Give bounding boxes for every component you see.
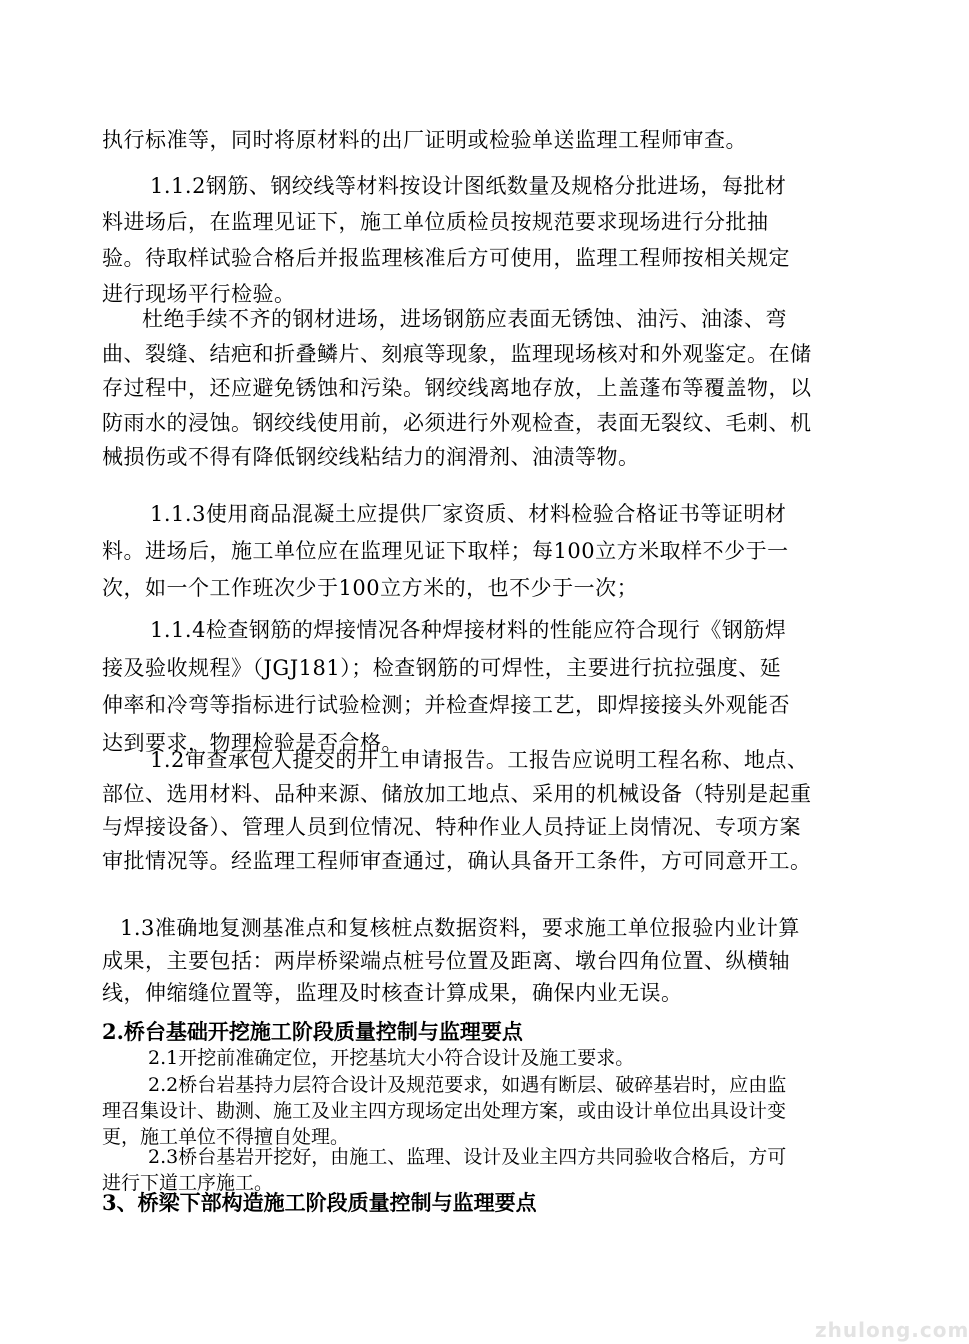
- watermark: zhulong.com: [815, 1318, 969, 1342]
- paragraph-steel-inspection: 杜绝手续不齐的钢材进场，进场钢筋应表面无锈蚀、油污、油漆、弯曲、裂缝、结疤和折叠鳞片、刻痕等现象，监理现场核对和外观鉴定。在储存过程中，还应避免锈蚀和污染。钢绞线离地存放，上盖蓬布等覆盖物，以防雨水的浸蚀。钢绞线使用前，必须进行外观检查，表面无裂纹、毛刺、机械损伤或不得有降低钢绞线粘结力的润滑剂、油渍等物。: [102, 307, 812, 469]
- paragraph-1: 执行标准等，同时将原材料的出厂证明或检验单送监理工程师审查。: [102, 128, 747, 152]
- paragraph-1-1-4: 1.1.4检查钢筋的焊接情况各种焊接材料的性能应符合现行《钢筋焊接及验收规程》（JGJ181）；检查钢筋的可焊性，主要进行抗拉强度、延伸率和冷弯等指标进行试验检测；并检查焊接工艺，即焊接接头外观能否达到要求，物理检验是否合格。: [102, 618, 790, 755]
- paragraph-1-1-3: 1.1.3使用商品混凝土应提供厂家资质、材料检验合格证书等证明材料。进场后，施工单位应在监理见证下取样；每100立方米取样不少于一次，如一个工作班次少于100立方米的，也不少于一次；: [102, 502, 789, 600]
- section-2-heading: 2.桥台基础开挖施工阶段质量控制与监理要点: [102, 1019, 523, 1044]
- section-2-item: 2.2桥台岩基持力层符合设计及规范要求，如遇有断层、破碎基岩时，应由监理召集设计、勘测、施工及业主四方现场定出处理方案，或由设计单位出具设计变更，施工单位不得擅自处理。: [102, 1074, 787, 1148]
- section-2-item: 2.1开挖前准确定位，开挖基坑大小符合设计及施工要求。: [148, 1047, 635, 1069]
- paragraph-1-2: 1.2审查承包人提交的开工申请报告。工报告应说明工程名称、地点、部位、选用材料、品种来源、储放加工地点、采用的机械设备（特别是起重与焊接设备）、管理人员到位情况、特种作业人员持证上岗情况、专项方案审批情况等。经监理工程师审查通过，确认具备开工条件，方可同意开工。: [102, 748, 812, 873]
- section-3-heading: 3、桥梁下部构造施工阶段质量控制与监理要点: [102, 1190, 537, 1215]
- paragraph-1-3: 1.3准确地复测基准点和复核桩点数据资料，要求施工单位报验内业计算成果，主要包括：两岸桥梁端点桩号位置及距离、墩台四角位置、纵横轴线，伸缩缝位置等，监理及时核查计算成果，确保内业无误。: [102, 916, 800, 1005]
- paragraph-1-1-2: 1.1.2钢筋、钢绞线等材料按设计图纸数量及规格分批进场，每批材料进场后，在监理见证下，施工单位质检员按规范要求现场进行分批抽验。待取样试验合格后并报监理核准后方可使用，监理工程师按相关规定进行现场平行检验。: [102, 174, 790, 306]
- section-2-item: 2.3桥台基岩开挖好，由施工、监理、设计及业主四方共同验收合格后，方可进行下道工序施工。: [102, 1146, 787, 1194]
